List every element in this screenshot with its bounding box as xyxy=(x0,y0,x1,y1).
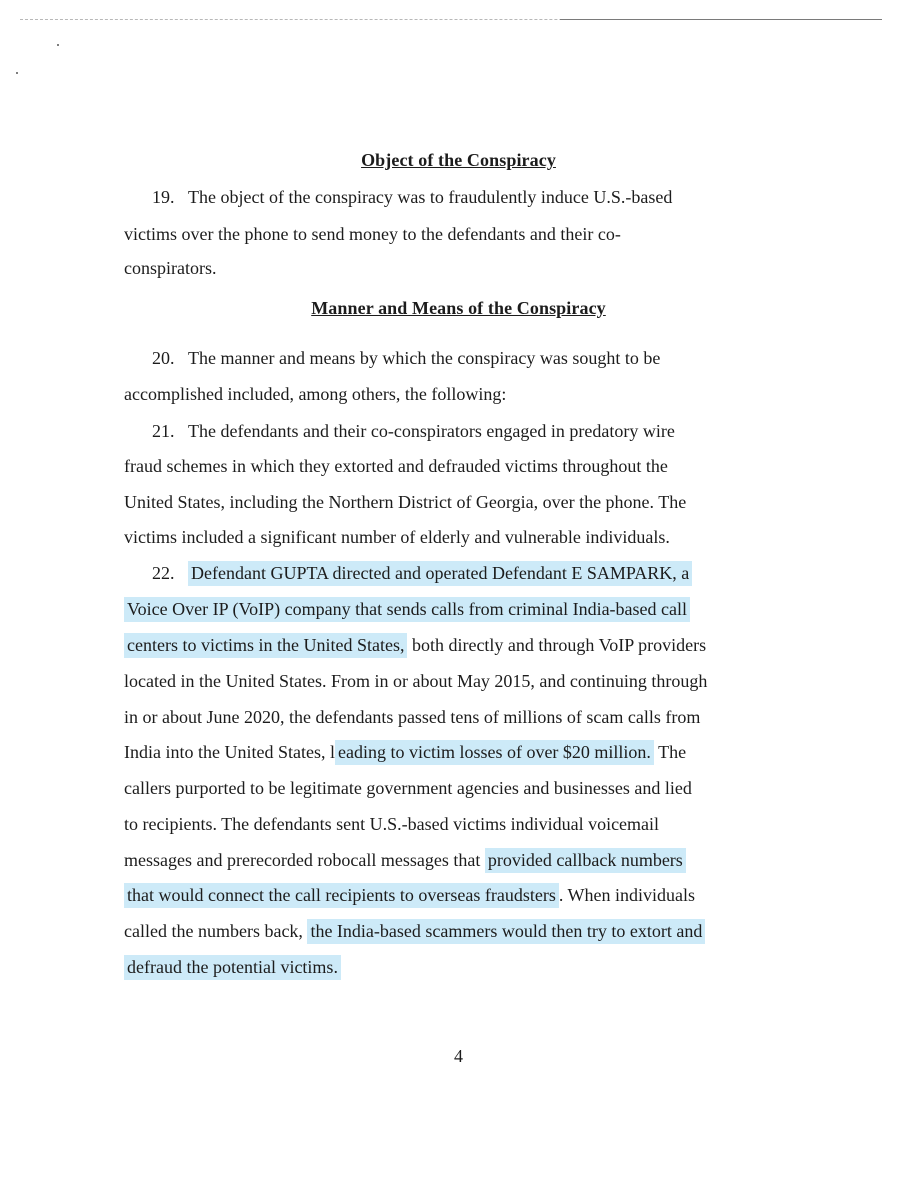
paragraph-19-line-2: victims over the phone to send money to the defendants and their co- xyxy=(124,224,621,244)
paragraph-20-line-1 xyxy=(152,345,660,371)
paragraph-22-line-4: located in the United States. From in or about May 2015, and continuing through xyxy=(124,671,708,691)
paragraph-number: 21. xyxy=(152,421,175,441)
heading-object-of-conspiracy: Object of the Conspiracy xyxy=(361,150,556,170)
paragraph-19-line-3: conspirators. xyxy=(124,258,217,278)
paragraph-22-line-1 xyxy=(152,560,692,586)
text-run: The defendants and their co-conspirators engaged in predatory wire xyxy=(188,421,675,441)
page-number: 4 xyxy=(454,1046,463,1066)
paragraph-number: 20. xyxy=(152,348,175,368)
paragraph-22-line-10 xyxy=(124,882,695,908)
paragraph-22-line-5: in or about June 2020, the defendants passed tens of millions of scam calls from xyxy=(124,707,701,727)
paragraph-22-line-11 xyxy=(124,918,705,944)
paragraph-21-line-1 xyxy=(152,418,675,444)
scan-speck xyxy=(16,72,18,74)
highlighted-text: that would connect the call recipients to overseas fraudsters xyxy=(124,883,559,908)
scan-speck xyxy=(57,44,59,46)
highlighted-text: provided callback numbers xyxy=(485,848,686,873)
paragraph-21-line-4: victims included a significant number of elderly and vulnerable individuals. xyxy=(124,527,670,547)
text-run: . When individuals xyxy=(558,885,696,905)
text-run: called the numbers back, xyxy=(124,921,308,941)
text-run: India into the United States, l xyxy=(124,742,335,762)
paragraph-21-line-3: United States, including the Northern District of Georgia, over the phone. The xyxy=(124,492,687,512)
paragraph-22-line-2 xyxy=(124,596,690,622)
paragraph-22-line-12 xyxy=(124,954,341,980)
paragraph-number: 22. xyxy=(152,563,175,583)
text-run: The xyxy=(653,742,687,762)
paragraph-number: 19. xyxy=(152,187,175,207)
paragraph-22-line-3 xyxy=(124,632,706,658)
paragraph-19-line-1 xyxy=(152,184,672,210)
paragraph-22-line-9 xyxy=(124,847,686,873)
highlighted-text: the India-based scammers would then try to extort and xyxy=(307,919,705,944)
text-run: messages and prerecorded robocall messages that xyxy=(124,850,485,870)
heading-manner-and-means: Manner and Means of the Conspiracy xyxy=(311,298,606,318)
paragraph-20-line-2: accomplished included, among others, the following: xyxy=(124,384,507,404)
text-run: both directly and through VoIP providers xyxy=(407,635,707,655)
paragraph-22-line-6 xyxy=(124,739,686,765)
scan-artifact-line-dark xyxy=(560,19,882,20)
highlighted-text: eading to victim losses of over $20 million. xyxy=(335,740,654,765)
paragraph-22-line-7: callers purported to be legitimate government agencies and businesses and lied xyxy=(124,778,692,798)
highlighted-text: centers to victims in the United States, xyxy=(124,633,407,658)
paragraph-22-line-8: to recipients. The defendants sent U.S.-based victims individual voicemail xyxy=(124,814,660,834)
highlighted-text: defraud the potential victims. xyxy=(124,955,341,980)
highlighted-text: Voice Over IP (VoIP) company that sends calls from criminal India-based call xyxy=(124,597,690,622)
text-run: The object of the conspiracy was to fraudulently induce U.S.-based xyxy=(188,187,673,207)
paragraph-21-line-2: fraud schemes in which they extorted and defrauded victims throughout the xyxy=(124,456,668,476)
highlighted-text: Defendant GUPTA directed and operated Defendant E SAMPARK, a xyxy=(188,561,692,586)
text-run: The manner and means by which the conspiracy was sought to be xyxy=(188,348,661,368)
